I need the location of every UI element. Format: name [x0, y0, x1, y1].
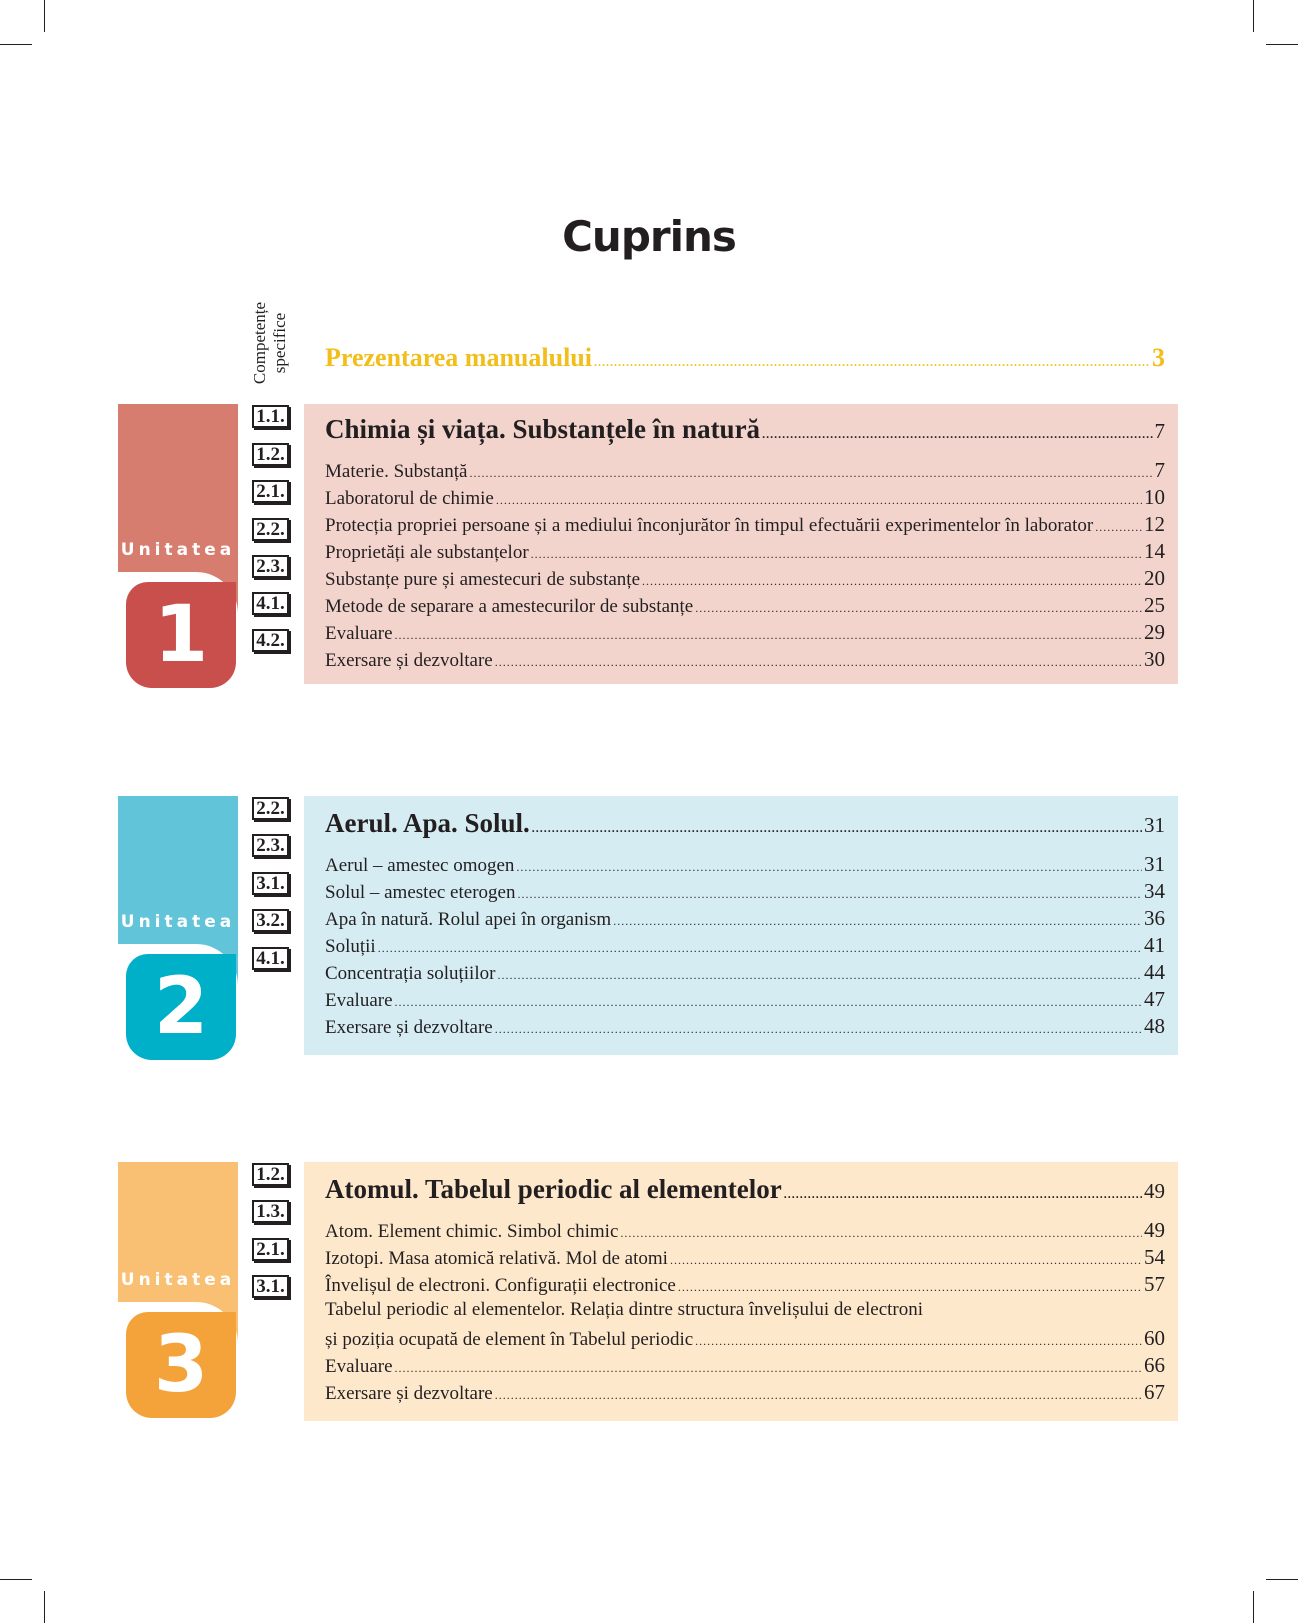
competence-badge: 3.1. [252, 1275, 289, 1298]
competence-badge: 4.1. [252, 592, 289, 615]
toc-lesson-page: 47 [1144, 987, 1165, 1011]
toc-lesson-label: Evaluare [325, 1356, 393, 1377]
crop-mark [1253, 1591, 1254, 1623]
toc-chapter-row[interactable] [325, 1174, 1165, 1205]
toc-lesson-label: Exersare și dezvoltare [325, 1017, 493, 1038]
crop-mark [44, 1591, 45, 1623]
toc-chapter-page: 31 [1144, 813, 1165, 837]
crop-mark [0, 44, 32, 45]
toc-lesson-row[interactable] [325, 1380, 1165, 1405]
toc-lesson-label: Aerul – amestec omogen [325, 855, 515, 876]
toc-lesson-row[interactable] [325, 987, 1165, 1012]
leader-dots [496, 493, 1142, 508]
toc-chapter-title: Aerul. Apa. Solul. [325, 808, 530, 838]
toc-lesson-row[interactable] [325, 647, 1165, 672]
toc-lesson-row[interactable] [325, 906, 1165, 931]
leader-dots [395, 1361, 1142, 1376]
competence-badge: 4.1. [252, 947, 289, 970]
toc-chapter-page: 7 [1154, 419, 1165, 443]
toc-lesson-page: 48 [1144, 1014, 1165, 1038]
toc-lesson-page: 67 [1144, 1380, 1165, 1404]
crop-mark [1266, 44, 1298, 45]
competence-badge: 4.2. [252, 629, 289, 652]
toc-lesson-row[interactable] [325, 566, 1165, 591]
competence-badge: 3.1. [252, 872, 289, 895]
leader-dots [642, 574, 1142, 589]
toc-lesson-label: Proprietăți ale substanțelor [325, 542, 529, 563]
leader-dots [378, 941, 1142, 956]
toc-lesson-label: Atom. Element chimic. Simbol chimic [325, 1221, 619, 1242]
toc-chapter-title: Atomul. Tabelul periodic al elementelor [325, 1174, 782, 1204]
crop-mark [44, 0, 45, 32]
unit-3-word: Unitatea [120, 1270, 236, 1290]
unit-2-word: Unitatea [120, 912, 236, 932]
toc-lesson-page: 30 [1144, 647, 1165, 671]
toc-lesson-page: 20 [1144, 566, 1165, 590]
toc-lesson-row[interactable] [325, 960, 1165, 985]
crop-mark [1253, 0, 1254, 32]
leader-dots [594, 355, 1150, 370]
competence-badge: 2.2. [252, 518, 289, 541]
toc-chapter-row[interactable] [325, 414, 1165, 445]
leader-dots [516, 860, 1142, 875]
toc-lesson-label: Protecția propriei persoane și a mediului înconjurător în timpul efectuării experimentelor în laborator [325, 515, 1094, 536]
toc-lesson-page: 41 [1144, 933, 1165, 957]
leader-dots [495, 1022, 1142, 1037]
toc-lesson-label: Apa în natură. Rolul apei în organism [325, 909, 612, 930]
leader-dots [613, 914, 1142, 929]
toc-lesson-page: 31 [1144, 852, 1165, 876]
toc-lesson-page: 29 [1144, 620, 1165, 644]
toc-lesson-label: Exersare și dezvoltare [325, 1383, 493, 1404]
toc-lesson-page: 12 [1144, 512, 1165, 536]
leader-dots [762, 427, 1152, 442]
competence-badge: 1.1. [252, 405, 289, 428]
toc-lesson-row[interactable] [325, 1272, 1165, 1297]
leader-dots [695, 601, 1142, 616]
competences-header [250, 288, 296, 398]
page-title: Cuprins [562, 212, 736, 261]
competence-badge: 2.1. [252, 1238, 289, 1261]
competence-badge: 2.3. [252, 555, 289, 578]
toc-chapter-row[interactable] [325, 808, 1165, 839]
toc-lesson-page: 54 [1144, 1245, 1165, 1269]
leader-dots [495, 1388, 1142, 1403]
toc-lesson-page: 10 [1144, 485, 1165, 509]
competences-header-text: Competențe specifice [250, 301, 289, 385]
leader-dots [517, 887, 1142, 902]
toc-lesson-row[interactable] [325, 485, 1165, 510]
toc-lesson-page: 7 [1154, 458, 1165, 482]
toc-lesson-label: Soluții [325, 936, 376, 957]
leader-dots [497, 968, 1142, 983]
competence-badge: 1.2. [252, 1163, 289, 1186]
leader-dots [678, 1280, 1142, 1295]
leader-dots [469, 466, 1152, 481]
toc-intro-row[interactable] [325, 343, 1165, 373]
competence-badge: 1.3. [252, 1200, 289, 1223]
toc-chapter-page: 49 [1144, 1179, 1165, 1203]
competence-badge: 2.1. [252, 480, 289, 503]
toc-lesson-page: 14 [1144, 539, 1165, 563]
leader-dots [695, 1334, 1142, 1349]
toc-lesson-page: 36 [1144, 906, 1165, 930]
toc-lesson-first-line[interactable]: Tabelul periodic al elementelor. Relația dintre structura învelișului de electroni [325, 1299, 924, 1320]
toc-lesson-page: 25 [1144, 593, 1165, 617]
toc-lesson-label: Metode de separare a amestecurilor de substanțe [325, 596, 694, 617]
toc-intro-page: 3 [1152, 343, 1165, 372]
toc-lesson-row[interactable] [325, 879, 1165, 904]
leader-dots [784, 1187, 1142, 1202]
toc-chapter-title: Chimia și viața. Substanțele în natură [325, 414, 761, 444]
toc-lesson-label: Concentrația soluțiilor [325, 963, 496, 984]
unit-2-number: 2 [126, 954, 236, 1060]
toc-lesson-label: și poziția ocupată de element în Tabelul periodic [325, 1329, 694, 1350]
toc-lesson-label: Exersare și dezvoltare [325, 650, 493, 671]
crop-mark [1266, 1579, 1298, 1580]
unit-3-number: 3 [126, 1312, 236, 1418]
toc-lesson-page: 34 [1144, 879, 1165, 903]
competence-badge: 2.2. [252, 797, 289, 820]
leader-dots [1095, 520, 1142, 535]
toc-lesson-row[interactable] [325, 1326, 1165, 1351]
toc-lesson-page: 44 [1144, 960, 1165, 984]
leader-dots [670, 1253, 1142, 1268]
toc-lesson-label: Izotopi. Masa atomică relativă. Mol de atomi [325, 1248, 668, 1269]
leader-dots [620, 1226, 1142, 1241]
toc-lesson-label: Materie. Substanță [325, 461, 468, 482]
unit-1-word: Unitatea [120, 540, 236, 560]
crop-mark [0, 1579, 32, 1580]
toc-lesson-page: 49 [1144, 1218, 1165, 1242]
competence-badge: 2.3. [252, 834, 289, 857]
toc-lesson-row[interactable] [325, 620, 1165, 645]
toc-lesson-row[interactable] [325, 1014, 1165, 1039]
toc-lesson-page: 66 [1144, 1353, 1165, 1377]
toc-lesson-label: Substanțe pure și amestecuri de substanțe [325, 569, 641, 590]
toc-lesson-row[interactable] [325, 933, 1165, 958]
toc-lesson-row[interactable] [325, 512, 1165, 537]
toc-lesson-page: 57 [1144, 1272, 1165, 1296]
toc-lesson-label: Învelișul de electroni. Configurații electronice [325, 1275, 676, 1296]
leader-dots [531, 547, 1142, 562]
toc-lesson-row[interactable] [325, 1245, 1165, 1270]
toc-lesson-row[interactable] [325, 1218, 1165, 1243]
toc-intro-label: Prezentarea manualului [325, 343, 592, 372]
toc-lesson-row[interactable] [325, 1353, 1165, 1378]
competence-badge: 1.2. [252, 443, 289, 466]
toc-lesson-label: Laboratorul de chimie [325, 488, 494, 509]
toc-lesson-row[interactable] [325, 593, 1165, 618]
toc-lesson-row[interactable] [325, 539, 1165, 564]
leader-dots [395, 628, 1142, 643]
toc-lesson-page: 60 [1144, 1326, 1165, 1350]
unit-1-number: 1 [126, 582, 236, 688]
toc-lesson-label: Evaluare [325, 990, 393, 1011]
toc-lesson-label: Solul – amestec eterogen [325, 882, 516, 903]
toc-lesson-row[interactable] [325, 852, 1165, 877]
leader-dots [495, 655, 1142, 670]
leader-dots [395, 995, 1142, 1010]
toc-lesson-row[interactable] [325, 458, 1165, 483]
leader-dots [532, 821, 1142, 836]
toc-lesson-label: Evaluare [325, 623, 393, 644]
competence-badge: 3.2. [252, 909, 289, 932]
